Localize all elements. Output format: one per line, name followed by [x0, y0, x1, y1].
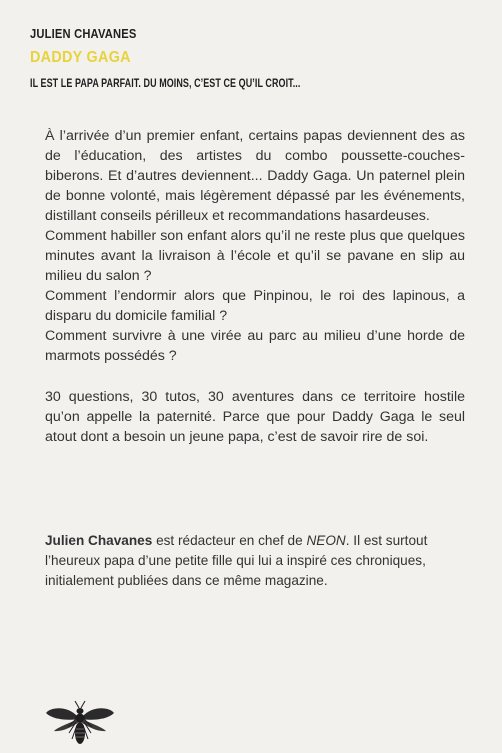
- tagline: IL EST LE PAPA PARFAIT. DU MOINS, C’EST CE QU’IL CROIT...: [30, 78, 301, 90]
- blurb-paragraph: À l’arrivée d’un premier enfant, certains papas deviennent des as de l’éducation, des artistes du combo poussette-couches-biberons. Et d’autres deviennent... Daddy Gaga. Un paternel plein de bonne volonté, mais légèrement dépassé par les événements, distillant conseils périlleux et recommandations hasardeuses.: [45, 128, 465, 224]
- paragraph-gap: [45, 366, 465, 387]
- blurb-paragraph: Comment l’endormir alors que Pinpinou, le roi des lapinous, a disparu du domicile familial ?: [45, 288, 465, 324]
- book-title: DADDY GAGA: [30, 49, 131, 66]
- blurb-paragraph: 30 questions, 30 tutos, 30 aventures dans ce territoire hostile qu’on appelle la paternité. Parce que pour Daddy Gaga le seul atout dont a besoin un jeune papa, c’est de savoir rire de soi.: [45, 389, 465, 445]
- author-bio: [45, 531, 470, 591]
- bio-author-name: Julien Chavanes: [45, 533, 153, 548]
- bio-text: est rédacteur en chef de: [152, 533, 307, 548]
- blurb-paragraph: Comment survivre à une virée au parc au milieu d’une horde de marmots possédés ?: [45, 328, 465, 364]
- blurb-paragraph: Comment habiller son enfant alors qu’il ne reste plus que quelques minutes avant la livraison à l’école et qu’il se pavane en slip au milieu du salon ?: [45, 228, 465, 284]
- bee-icon: [44, 697, 116, 753]
- blurb: [45, 126, 465, 447]
- bio-text: . Il est surtout l’heureux papa d’une petite fille qui lui a inspiré ces chroniques, initialement publiées dans ce même magazine.: [45, 533, 428, 588]
- author-heading: JULIEN CHAVANES: [30, 26, 137, 41]
- bio-magazine: NEON: [306, 533, 346, 548]
